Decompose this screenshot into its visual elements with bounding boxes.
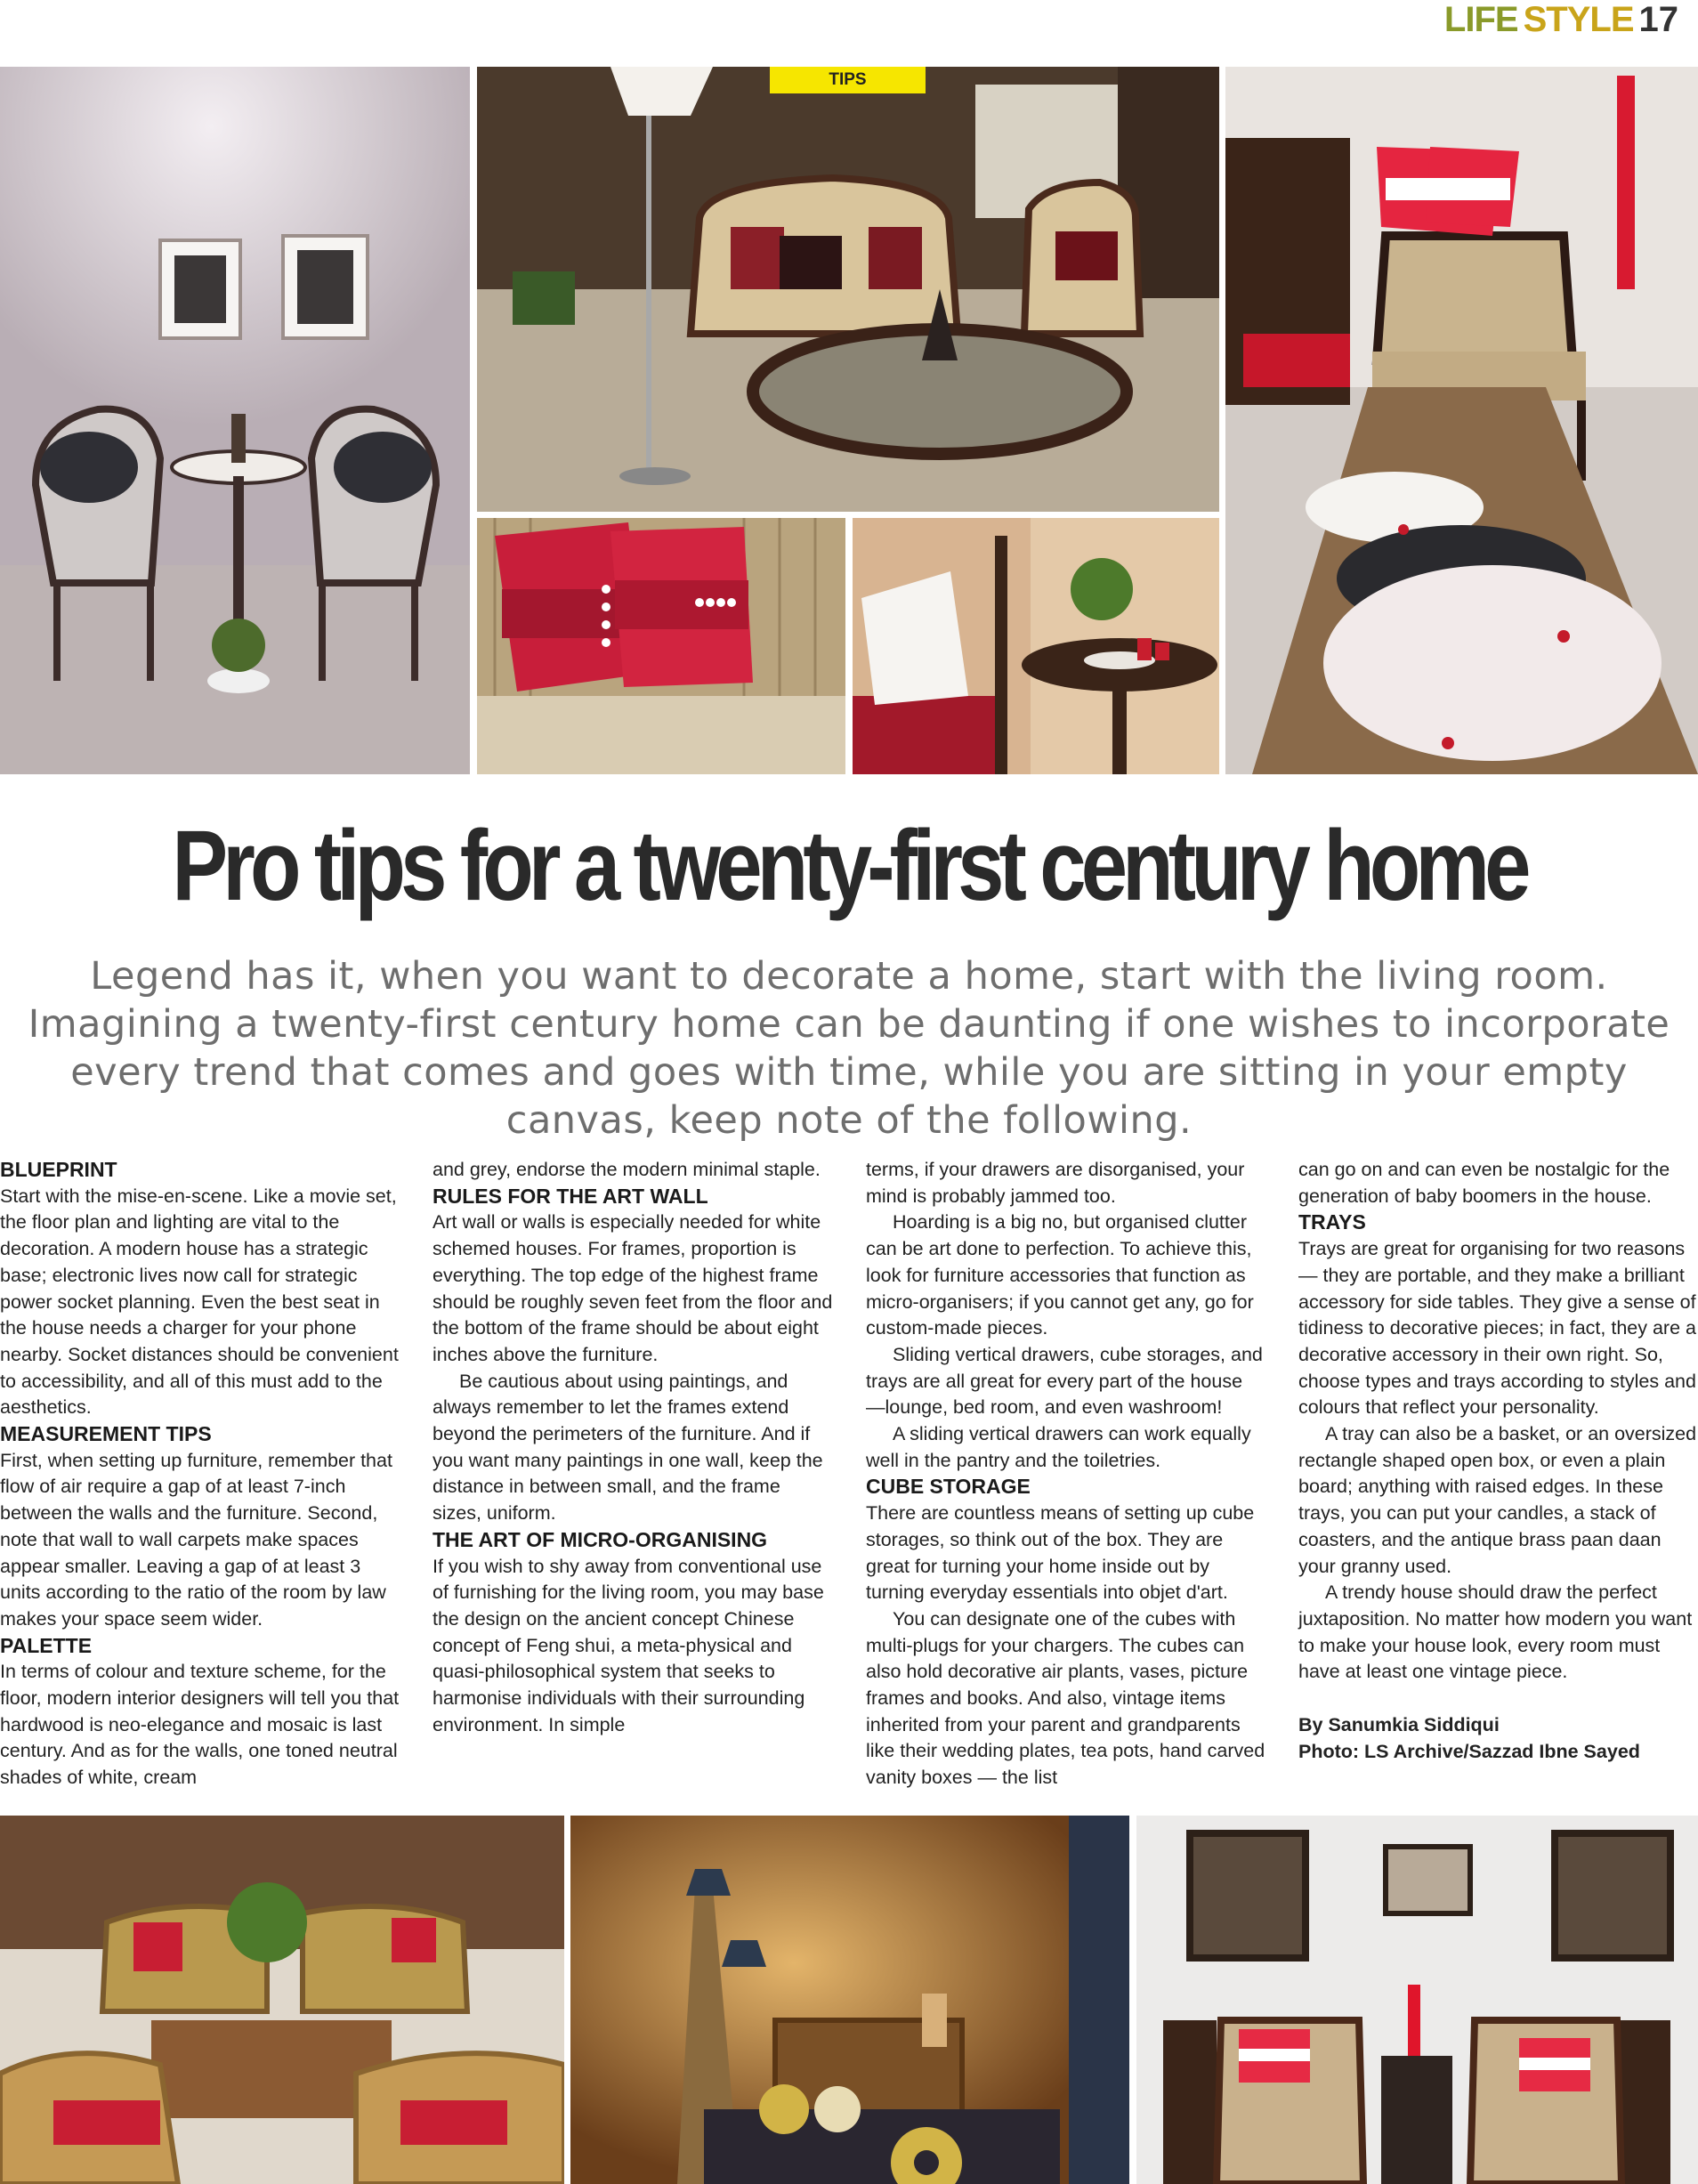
paragraph-cube-storage: There are countless means of setting up cube storages, so think out of the box. They are great for turning your home inside out by turning everyday essentials into objet d'art. — [866, 1502, 1255, 1604]
paragraph-hoarding: Hoarding is a big no, but organised clutter can be art done to perfection. To achieve this, look for furniture accessories that function as micro-organisers; if you cannot get any, go for custom-made pieces. — [866, 1211, 1254, 1339]
heading-cube-storage: CUBE STORAGE — [866, 1475, 1031, 1499]
photo-bedroom-lamps — [570, 1816, 1129, 2184]
section-brand — [1444, 0, 1678, 39]
page-number: 17 — [1638, 0, 1678, 39]
paragraph-sliding-drawers: Sliding vertical drawers, cube storages, and trays are all great for every part of the house —lounge, bed room, and even washroom! — [866, 1343, 1263, 1419]
heading-micro-organising: THE ART OF MICRO-ORGANISING — [433, 1527, 768, 1551]
tips-tag: TIPS — [770, 67, 926, 93]
article-column-3 — [866, 1157, 1266, 1792]
paragraph-continued: terms, if your drawers are disorganised, your mind is probably jammed too. — [866, 1159, 1245, 1207]
photo-wicker-living-room — [0, 1816, 564, 2184]
paragraph-continued: can go on and can even be nostalgic for the generation of baby boomers in the house. — [1298, 1159, 1670, 1207]
paragraph-trays-2: A tray can also be a basket, or an oversized rectangle shaped open box, or even a plain board; anything with raised edges. In these trays, you can put your candles, a stack of coasters, and the antique brass paan daan your granny used. — [1298, 1423, 1697, 1577]
photo-chairs-side-table — [0, 67, 470, 774]
paragraph-trays-3: A trendy house should draw the perfect juxtaposition. No matter how modern you want to make your house look, every room must have at least one vintage piece. — [1298, 1581, 1693, 1683]
photo-credit: Photo: LS Archive/Sazzad Ibne Sayed — [1298, 1740, 1640, 1762]
paragraph-art-wall-2: Be cautious about using paintings, and always remember to let the frames extend beyond the perimeters of the furniture. And if you want many paintings in one wall, keep the distance in between small, and the frame sizes, uniform. — [433, 1370, 823, 1525]
paragraph-art-wall: Art wall or walls is especially needed for white schemed houses. For frames, proportion is everything. The top edge of the highest frame should be roughly seven feet from the floor and the bottom of the frame should be about eight inches above the furniture. — [433, 1211, 833, 1365]
paragraph-measurement-tips: First, when setting up furniture, remember that flow of air require a gap of at least 7-inch between the walls and the furniture. Second, note that wall to wall carpets make spaces appear smaller. Leaving a gap of at least 3 units according to the ratio of the room by law makes your space seem wider. — [0, 1449, 392, 1630]
paragraph-blueprint: Start with the mise-en-scene. Like a movie set, the floor plan and lighting are vital to the decoration. A modern house has a strategic base; electronic lives now call for strategic power socket planning. Even the best seat in the house needs a charger for your phone nearby. Socket distances should be convenient to accessibility, and all of this must add to the aesthetics. — [0, 1185, 399, 1419]
heading-blueprint: BLUEPRINT — [0, 1158, 117, 1181]
photo-chair-floor-cushions — [1225, 67, 1698, 774]
article-column-4 — [1298, 1157, 1698, 1765]
photo-art-wall-chairs — [1136, 1816, 1698, 2184]
paragraph-palette: In terms of colour and texture scheme, for the floor, modern interior designers will tell you that hardwood is neo-elegance and mosaic is last century. And as for the walls, one toned neutral shades of white, cream — [0, 1661, 400, 1789]
article-column-2 — [433, 1157, 833, 1738]
heading-trays: TRAYS — [1298, 1210, 1366, 1234]
heading-palette: PALETTE — [0, 1633, 93, 1657]
photo-living-room-sofa — [477, 67, 1219, 512]
byline: By Sanumkia Siddiqui — [1298, 1714, 1500, 1736]
paragraph-trays: Trays are great for organising for two reasons — they are portable, and they make a brilliant accessory for side tables. They give a sense of tidiness to decorative pieces; in fact, they are a decorative accessory in their own right. So, choose types and trays according to styles and colours that reflect your personality. — [1298, 1238, 1696, 1419]
paragraph-cube-storage-2: You can designate one of the cubes with multi-plugs for your chargers. The cubes can also hold decorative air plants, vases, picture frames and books. And also, vintage items inherited from your parent and grandparents like their wedding plates, tea pots, hand carved vanity boxes — the list — [866, 1607, 1265, 1789]
photo-side-table-candles — [853, 518, 1219, 774]
headline: Pro tips for a twenty-first century home — [172, 810, 1526, 921]
paragraph-micro-organising: If you wish to shy away from conventional use of furnishing for the living room, you may base the design on the ancient concept Chinese concept of Feng shui, a meta-physical and quasi-philosophical system that seeks to harmonise individuals with their surrounding environment. In simple — [433, 1555, 824, 1735]
standfirst: Legend has it, when you want to decorate a home, start with the living room. Imagining a twenty-first century home can be daunting if one wishes to incorporate every trend that comes and goes with time, while you are sitting in your empty canvas, keep note of the following. — [28, 954, 1670, 1143]
heading-art-wall: RULES FOR THE ART WALL — [433, 1184, 708, 1208]
paragraph-vertical-drawers: A sliding vertical drawers can work equally well in the pantry and the toiletries. — [866, 1423, 1251, 1471]
heading-measurement-tips: MEASUREMENT TIPS — [0, 1422, 212, 1446]
photo-red-cushions — [477, 518, 845, 774]
paragraph-continued: and grey, endorse the modern minimal staple. — [433, 1159, 821, 1180]
brand-style: STYLE — [1523, 0, 1634, 39]
article-column-1 — [0, 1157, 400, 1792]
brand-life: LIFE — [1443, 0, 1518, 39]
